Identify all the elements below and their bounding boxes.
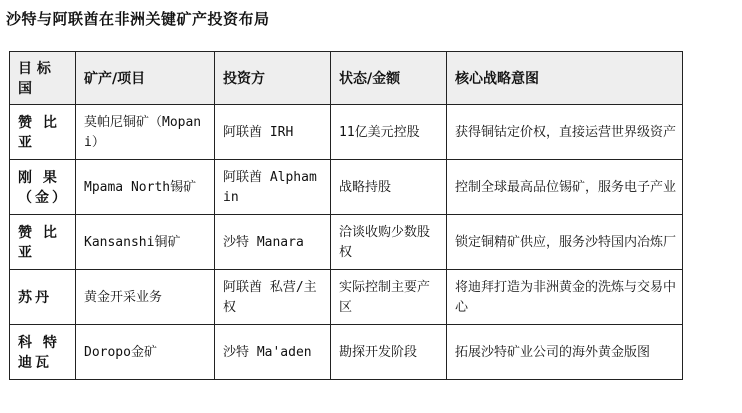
table-row <box>10 270 683 325</box>
header-project: 矿产/项目 <box>76 52 215 105</box>
intent-cell: 控制全球最高品位锡矿，服务电子产业 <box>447 160 683 215</box>
intent-cell: 锁定铜精矿供应，服务沙特国内冶炼厂 <box>447 215 683 270</box>
investor-cell: 阿联酋 Alphamin <box>215 160 331 215</box>
project-cell: Kansanshi铜矿 <box>76 215 215 270</box>
status-cell: 战略持股 <box>331 160 447 215</box>
project-cell: 莫帕尼铜矿（Mopani） <box>76 105 215 160</box>
investor-cell: 阿联酋 IRH <box>215 105 331 160</box>
header-target-country: 目 标 国 <box>10 52 76 105</box>
table-row <box>10 215 683 270</box>
intent-cell: 获得铜钴定价权，直接运营世界级资产 <box>447 105 683 160</box>
country-cell: 科 特 迪瓦 <box>10 325 76 380</box>
header-strategic-intent: 核心战略意图 <box>447 52 683 105</box>
table-row <box>10 105 683 160</box>
investment-table <box>9 51 683 380</box>
table-row <box>10 325 683 380</box>
project-cell: 黄金开采业务 <box>76 270 215 325</box>
document-title: 沙特与阿联酋在非洲关键矿产投资布局 <box>6 10 270 28</box>
project-cell: Mpama North锡矿 <box>76 160 215 215</box>
header-status: 状态/金额 <box>331 52 447 105</box>
investor-cell: 阿联酋 私营/主权 <box>215 270 331 325</box>
header-investor: 投资方 <box>215 52 331 105</box>
country-cell: 赞 比 亚 <box>10 105 76 160</box>
investor-cell: 沙特 Manara <box>215 215 331 270</box>
investor-cell: 沙特 Ma'aden <box>215 325 331 380</box>
status-cell: 勘探开发阶段 <box>331 325 447 380</box>
country-cell: 赞 比 亚 <box>10 215 76 270</box>
table-row <box>10 160 683 215</box>
country-cell: 苏丹 <box>10 270 76 325</box>
status-cell: 11亿美元控股 <box>331 105 447 160</box>
status-cell: 洽谈收购少数股权 <box>331 215 447 270</box>
intent-cell: 拓展沙特矿业公司的海外黄金版图 <box>447 325 683 380</box>
project-cell: Doropo金矿 <box>76 325 215 380</box>
intent-cell: 将迪拜打造为非洲黄金的洗炼与交易中心 <box>447 270 683 325</box>
status-cell: 实际控制主要产区 <box>331 270 447 325</box>
table-header-row <box>10 52 683 105</box>
country-cell: 刚 果（金） <box>10 160 76 215</box>
